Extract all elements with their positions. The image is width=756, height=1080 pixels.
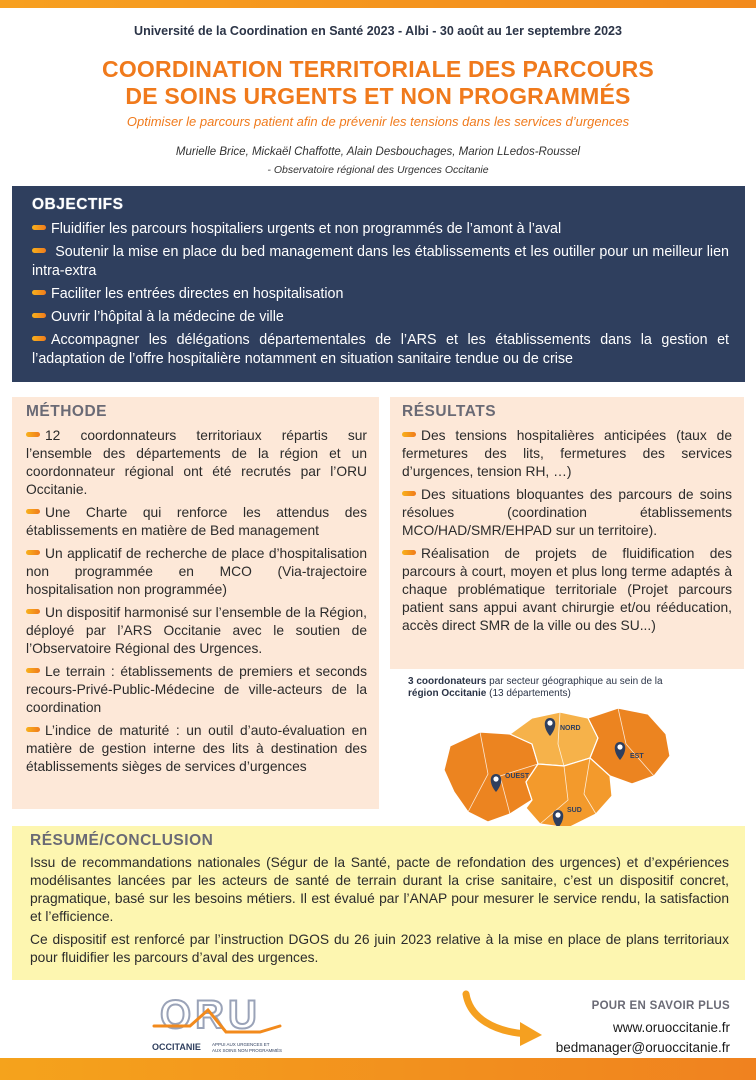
title-line-2: DE SOINS URGENTS ET NON PROGRAMMÉS [125,83,631,109]
methode-item: Le terrain : établissements de premiers et seconds recours-Privé-Public-Médecine de ville-acteurs de la coordination [26,664,367,715]
methode-item: Un applicatif de recherche de place d’hospitalisation non programmée en MCO (Via-trajectoire hospitalisation non programmée) [26,546,367,597]
objectif-item: Ouvrir l’hôpital à la médecine de ville [32,308,729,327]
poster-subtitle: Optimiser le parcours patient afin de prévenir les tensions dans les services d’urgences [126,114,630,129]
logo-tagline-2: AUX SOINS NON PROGRAMMÉS [212,1048,283,1053]
resultat-item: Réalisation de projets de fluidification des parcours à court, moyen et plus long terme adaptés à chaque problématique territoriale (Projet parcours patient sans appui avant chirurgie et/ou rééducation, accès direct SMR de la ville ou des SU...) [402,546,732,633]
website-link[interactable]: www.oruoccitanie.fr [612,1020,730,1035]
top-accent-bar [0,0,756,8]
logo-sub: OCCITANIE [152,1042,201,1052]
objectifs-section [12,186,745,382]
objectif-item: Faciliter les entrées directes en hospitalisation [32,285,729,304]
bullet-icon [32,225,46,230]
resultat-item: Des situations bloquantes des parcours de soins résolues (coordination établissements MCO/HAD/SMR/EHPAD sur un territoire). [402,487,732,538]
bullet-icon [32,313,46,318]
resultats-title: RÉSULTATS [402,403,497,420]
bottom-accent-bar [0,1058,756,1080]
resume-paragraph-2: Ce dispositif est renforcé par l’instruction DGOS du 26 juin 2023 relative à la mise en place de plans territoriaux pour fluidifier les parcours d’aval des urgences. [30,932,729,965]
resume-section [12,826,745,980]
title-line-1: COORDINATION TERRITORIALE DES PARCOURS [102,56,654,82]
methode-item: Une Charte qui renforce les attendus des établissements en matière de Bed management [26,505,367,538]
objectif-item: Accompagner les délégations départementales de l’ARS et les établissements dans la gestion et l’adaptation de l’offre hospitalière notamment en situation sanitaire tendue ou de crise [32,332,729,367]
curved-arrow-icon [458,988,548,1048]
methode-item: 12 coordonnateurs territoriaux répartis sur l’ensemble des départements de la région et un coordonnateur régional ont été recrutés par l’ORU Occitanie. [26,428,367,497]
authors: Murielle Brice, Mickaël Chaffotte, Alain Desbouchages, Marion LLedos-Roussel [175,146,581,158]
resume-paragraph-1: Issu de recommandations nationales (Ségur de la Santé, pacte de refondation des urgences) et d’expériences modélisantes lancées par les acteurs de santé de terrain durant la crise sanitaire, c’est un dispositif concret, pragmatique, basé sur les besoins métiers. Il est évalué par l’ANAP pour mesurer le service rendu, la satisfaction et l’efficience. [30,855,729,924]
bullet-icon [32,290,46,295]
map-label-nord: NORD [560,725,581,732]
bullet-icon [26,550,40,555]
bullet-icon [26,609,40,614]
bullet-icon [26,727,40,732]
logo-tagline-1: APPUI AUX URGENCES ET [212,1042,270,1047]
objectif-item: Soutenir la mise en place du bed management dans les établissements et les outiller pour un meilleur lien intra-extra [32,244,729,279]
bullet-icon [402,491,416,496]
resume-title: RÉSUMÉ/CONCLUSION [30,832,214,849]
bullet-icon [402,432,416,437]
map-label-est: EST [630,753,644,760]
email-link[interactable]: bedmanager@oruoccitanie.fr [555,1040,730,1055]
objectif-item: Fluidifier les parcours hospitaliers urgents et non programmés de l’amont à l’aval [32,220,729,239]
resultats-section [390,397,744,669]
bullet-icon [26,668,40,673]
contact-block [556,1000,730,1058]
bullet-icon [402,550,416,555]
methode-title: MÉTHODE [26,403,107,420]
methode-item: L’indice de maturité : un outil d’auto-évaluation en matière de gestion interne des lits à destination des établissements sièges de services d’urgences [26,723,367,774]
bullet-icon [32,336,46,341]
objectifs-title: OBJECTIFS [32,196,124,213]
poster-title [0,56,756,110]
map-label-ouest: OUEST [505,773,530,780]
event-line: Université de la Coordination en Santé 2023 - Albi - 30 août au 1er septembre 2023 [134,24,622,38]
contact-label: POUR EN SAVOIR PLUS [591,1000,730,1012]
resultat-item: Des tensions hospitalières anticipées (taux de fermetures des lits, fermetures des services d’urgences, tension RH, …) [402,428,732,479]
bullet-icon [26,432,40,437]
oru-logo [150,992,300,1062]
map-caption: 3 coordonateurs par secteur géographique au sein de la région Occitanie (13 départements) [408,676,663,699]
occitanie-map [440,704,690,834]
affiliation: - Observatoire régional des Urgences Occitanie [267,164,489,176]
methode-item: Un dispositif harmonisé sur l’ensemble de la Région, déployé par l’ARS Occitanie avec le soutien de l’Observatoire Régional des Urgences. [26,605,367,656]
logo-text: ORU [160,993,261,1037]
map-label-sud: SUD [567,807,582,814]
map-region-sud [526,758,612,828]
methode-section [12,397,379,809]
bullet-icon [26,509,40,514]
bullet-icon [32,248,46,253]
